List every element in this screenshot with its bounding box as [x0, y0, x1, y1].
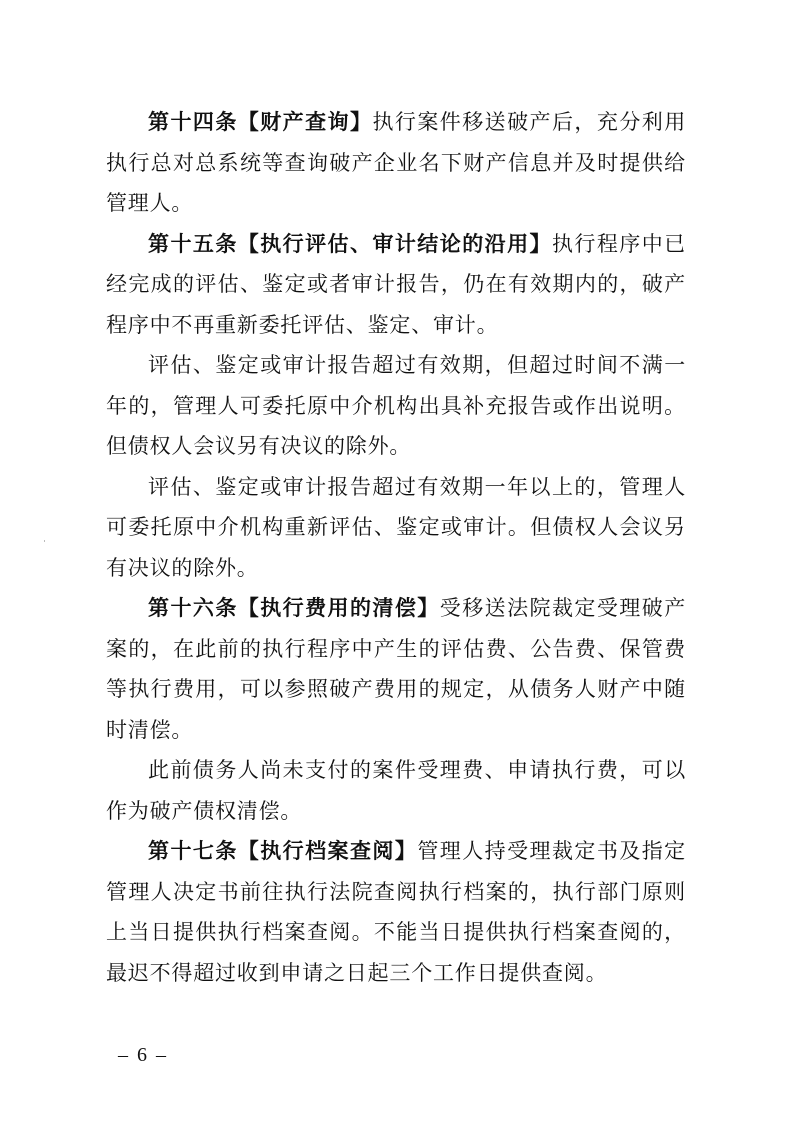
- paragraph-text: 评估、鉴定或审计报告超过有效期一年以上的，管理人可委托原中介机构重新评估、鉴定或审计。但债权人会议另有决议的除外。: [106, 474, 686, 580]
- article-17: [106, 831, 686, 993]
- article-text: 管理人持受理裁定书及指定管理人决定书前往执行法院查阅执行档案的，执行部门原则上当日提供执行档案查阅。不能当日提供执行档案查阅的，最迟不得超过收到申请之日起三个工作日提供查阅。: [106, 839, 686, 985]
- document-body: [106, 102, 686, 993]
- paragraph-text: 评估、鉴定或审计报告超过有效期，但超过时间不满一年的，管理人可委托原中介机构出具补充报告或作出说明。但债权人会议另有决议的除外。: [106, 353, 686, 458]
- article-text: 执行程序中已经完成的评估、鉴定或者审计报告，仍在有效期内的，破产程序中不再重新委托评估、鉴定、审计。: [106, 231, 686, 337]
- article-16-clause-2: [106, 750, 686, 831]
- article-15-clause-3: [106, 467, 686, 589]
- paragraph-text: 此前债务人尚未支付的案件受理费、申请执行费，可以作为破产债权清偿。: [106, 758, 686, 823]
- article-heading: 第十四条【财产查询】: [148, 109, 373, 134]
- page-number: – 6 –: [118, 1044, 168, 1066]
- article-15: [106, 224, 686, 346]
- article-15-clause-2: [106, 345, 686, 467]
- article-heading: 第十七条【执行档案查阅】: [148, 838, 418, 863]
- article-14: [106, 102, 686, 224]
- article-text: 受移送法院裁定受理破产案的，在此前的执行程序中产生的评估费、公告费、保管费等执行费用，可以参照破产费用的规定，从债务人财产中随时清偿。: [106, 596, 686, 742]
- article-heading: 第十五条【执行评估、审计结论的沿用】: [148, 230, 552, 256]
- article-heading: 第十六条【执行费用的清偿】: [148, 595, 440, 620]
- scan-mark: [44, 540, 45, 542]
- article-16: [106, 588, 686, 750]
- article-text: 执行案件移送破产后，充分利用执行总对总系统等查询破产企业名下财产信息并及时提供给管理人。: [106, 110, 686, 215]
